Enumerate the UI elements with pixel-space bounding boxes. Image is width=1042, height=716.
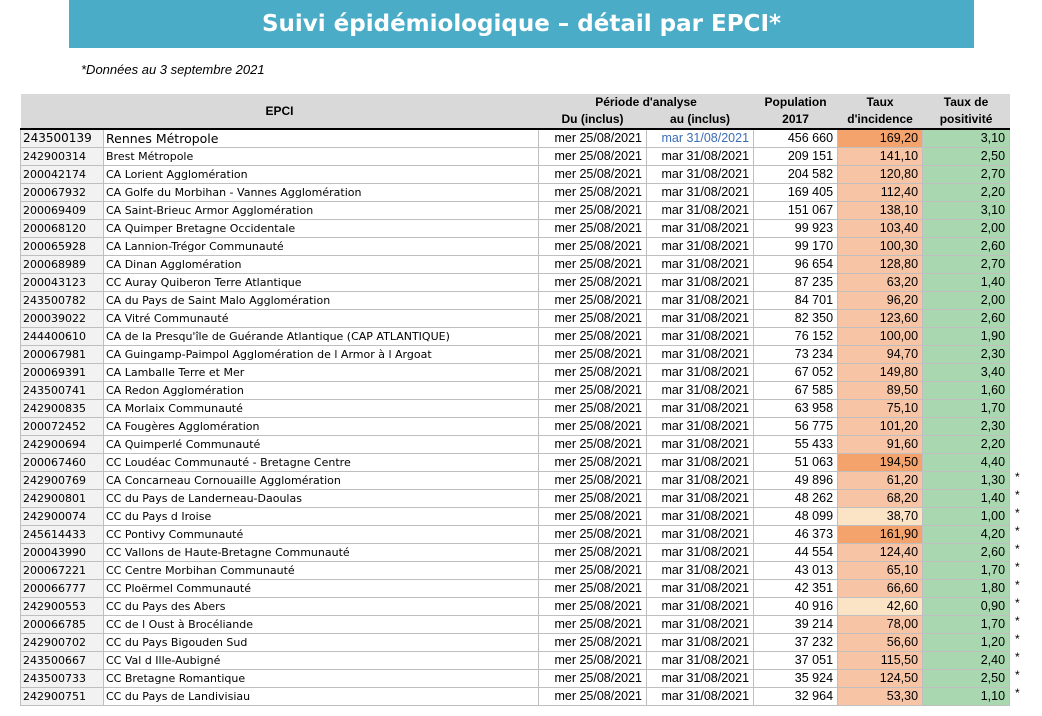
epci-name: CA Quimperlé Communauté (104, 436, 539, 454)
taux-incidence: 100,00 (838, 328, 923, 346)
epci-code: 242900074 (21, 508, 104, 526)
taux-positivite: 1,80 (923, 580, 1010, 598)
table-row (21, 544, 1010, 562)
date-du: mer 25/08/2021 (539, 129, 647, 148)
date-au: mar 31/08/2021 (647, 616, 754, 634)
table-row (21, 616, 1010, 634)
epci-name: CC Loudéac Communauté - Bretagne Centre (104, 454, 539, 472)
page-title: Suivi épidémiologique – détail par EPCI* (69, 0, 974, 48)
date-au: mar 31/08/2021 (647, 688, 754, 706)
table-row (21, 436, 1010, 454)
taux-positivite: 2,20 (923, 436, 1010, 454)
table-row (21, 382, 1010, 400)
date-au: mar 31/08/2021 (647, 526, 754, 544)
population: 44 554 (754, 544, 838, 562)
date-au: mar 31/08/2021 (647, 364, 754, 382)
header-incidence: Taux (838, 94, 923, 111)
taux-incidence: 38,70 (838, 508, 923, 526)
table-row (21, 310, 1010, 328)
taux-incidence: 124,50 (838, 670, 923, 688)
population: 169 405 (754, 184, 838, 202)
population: 46 373 (754, 526, 838, 544)
table-row (21, 166, 1010, 184)
taux-incidence: 115,50 (838, 652, 923, 670)
date-du: mer 25/08/2021 (539, 580, 647, 598)
taux-positivite: 1,10 (923, 688, 1010, 706)
table-row (21, 670, 1010, 688)
header-population-year: 2017 (754, 111, 838, 129)
taux-incidence: 169,20 (838, 129, 923, 148)
epci-code: 243500667 (21, 652, 104, 670)
table-row (21, 580, 1010, 598)
taux-incidence: 56,60 (838, 634, 923, 652)
epci-name: CA Lannion-Trégor Communauté (104, 238, 539, 256)
table-row (21, 472, 1010, 490)
epci-code: 242900553 (21, 598, 104, 616)
header-du: Du (inclus) (539, 111, 647, 129)
taux-incidence: 66,60 (838, 580, 923, 598)
date-du: mer 25/08/2021 (539, 670, 647, 688)
taux-incidence: 138,10 (838, 202, 923, 220)
population: 39 214 (754, 616, 838, 634)
row-footnote-marker: * (1015, 523, 1020, 538)
epci-name: CA Lamballe Terre et Mer (104, 364, 539, 382)
epci-name: CA Guingamp-Paimpol Agglomération de l Armor à l Argoat (104, 346, 539, 364)
epci-name: CC Centre Morbihan Communauté (104, 562, 539, 580)
epci-code: 200067221 (21, 562, 104, 580)
date-au: mar 31/08/2021 (647, 328, 754, 346)
epci-code: 200069409 (21, 202, 104, 220)
date-au: mar 31/08/2021 (647, 184, 754, 202)
taux-incidence: 161,90 (838, 526, 923, 544)
table-row (21, 274, 1010, 292)
epci-code: 242900694 (21, 436, 104, 454)
date-du: mer 25/08/2021 (539, 652, 647, 670)
epci-name: CA Redon Agglomération (104, 382, 539, 400)
date-au: mar 31/08/2021 (647, 256, 754, 274)
taux-positivite: 1,40 (923, 274, 1010, 292)
date-au: mar 31/08/2021 (647, 490, 754, 508)
epci-code: 200066777 (21, 580, 104, 598)
epci-code: 200072452 (21, 418, 104, 436)
taux-positivite: 2,30 (923, 346, 1010, 364)
population: 209 151 (754, 148, 838, 166)
epci-code: 243500741 (21, 382, 104, 400)
date-au: mar 31/08/2021 (647, 220, 754, 238)
taux-positivite: 2,50 (923, 670, 1010, 688)
population: 67 585 (754, 382, 838, 400)
row-footnote-marker: * (1015, 487, 1020, 502)
date-au: mar 31/08/2021 (647, 129, 754, 148)
date-du: mer 25/08/2021 (539, 634, 647, 652)
date-au: mar 31/08/2021 (647, 580, 754, 598)
date-du: mer 25/08/2021 (539, 616, 647, 634)
population: 82 350 (754, 310, 838, 328)
row-footnote-marker: * (1015, 649, 1020, 664)
taux-positivite: 4,20 (923, 526, 1010, 544)
taux-incidence: 53,30 (838, 688, 923, 706)
epci-code: 243500733 (21, 670, 104, 688)
date-du: mer 25/08/2021 (539, 418, 647, 436)
epci-code: 200067460 (21, 454, 104, 472)
epci-table (20, 94, 1010, 706)
population: 151 067 (754, 202, 838, 220)
table-row (21, 526, 1010, 544)
row-footnote-marker: * (1015, 667, 1020, 682)
taux-positivite: 2,40 (923, 652, 1010, 670)
date-du: mer 25/08/2021 (539, 526, 647, 544)
population: 67 052 (754, 364, 838, 382)
epci-name: CA du Pays de Saint Malo Agglomération (104, 292, 539, 310)
date-du: mer 25/08/2021 (539, 598, 647, 616)
epci-code: 200067981 (21, 346, 104, 364)
date-du: mer 25/08/2021 (539, 382, 647, 400)
taux-incidence: 194,50 (838, 454, 923, 472)
date-du: mer 25/08/2021 (539, 688, 647, 706)
date-au: mar 31/08/2021 (647, 652, 754, 670)
epci-name: CA Saint-Brieuc Armor Agglomération (104, 202, 539, 220)
population: 99 170 (754, 238, 838, 256)
header-incidence-sub: d'incidence (838, 111, 923, 129)
population: 49 896 (754, 472, 838, 490)
date-au: mar 31/08/2021 (647, 346, 754, 364)
taux-positivite: 2,70 (923, 166, 1010, 184)
population: 456 660 (754, 129, 838, 148)
population: 37 051 (754, 652, 838, 670)
taux-positivite: 2,60 (923, 310, 1010, 328)
taux-incidence: 75,10 (838, 400, 923, 418)
date-du: mer 25/08/2021 (539, 202, 647, 220)
taux-incidence: 103,40 (838, 220, 923, 238)
table-row (21, 148, 1010, 166)
header-epci: EPCI (21, 94, 539, 129)
epci-code: 200065928 (21, 238, 104, 256)
taux-positivite: 2,20 (923, 184, 1010, 202)
taux-positivite: 3,10 (923, 129, 1010, 148)
population: 63 958 (754, 400, 838, 418)
date-du: mer 25/08/2021 (539, 544, 647, 562)
epci-name: CC du Pays de Landerneau-Daoulas (104, 490, 539, 508)
taux-incidence: 100,30 (838, 238, 923, 256)
population: 37 232 (754, 634, 838, 652)
table-row (21, 256, 1010, 274)
epci-code: 200069391 (21, 364, 104, 382)
date-au: mar 31/08/2021 (647, 310, 754, 328)
table-row (21, 184, 1010, 202)
header-positivite-sub: positivité (923, 111, 1010, 129)
table-row (21, 129, 1010, 148)
date-du: mer 25/08/2021 (539, 184, 647, 202)
table-row (21, 652, 1010, 670)
population: 96 654 (754, 256, 838, 274)
taux-positivite: 1,90 (923, 328, 1010, 346)
population: 87 235 (754, 274, 838, 292)
date-du: mer 25/08/2021 (539, 274, 647, 292)
taux-positivite: 1,00 (923, 508, 1010, 526)
table-row (21, 562, 1010, 580)
population: 73 234 (754, 346, 838, 364)
table-row (21, 292, 1010, 310)
population: 32 964 (754, 688, 838, 706)
epci-name: CA Vitré Communauté (104, 310, 539, 328)
date-du: mer 25/08/2021 (539, 148, 647, 166)
population: 204 582 (754, 166, 838, 184)
epci-name: CA de la Presqu'île de Guérande Atlantique (CAP ATLANTIQUE) (104, 328, 539, 346)
date-au: mar 31/08/2021 (647, 418, 754, 436)
taux-positivite: 3,10 (923, 202, 1010, 220)
epci-name: CA Dinan Agglomération (104, 256, 539, 274)
epci-code: 200067932 (21, 184, 104, 202)
epci-name: CC Pontivy Communauté (104, 526, 539, 544)
date-au: mar 31/08/2021 (647, 202, 754, 220)
date-du: mer 25/08/2021 (539, 238, 647, 256)
date-au: mar 31/08/2021 (647, 274, 754, 292)
epci-name: CC Auray Quiberon Terre Atlantique (104, 274, 539, 292)
date-au: mar 31/08/2021 (647, 436, 754, 454)
taux-positivite: 1,20 (923, 634, 1010, 652)
taux-incidence: 94,70 (838, 346, 923, 364)
date-au: mar 31/08/2021 (647, 400, 754, 418)
taux-positivite: 2,30 (923, 418, 1010, 436)
taux-positivite: 1,70 (923, 616, 1010, 634)
taux-incidence: 65,10 (838, 562, 923, 580)
epci-name: CC du Pays Bigouden Sud (104, 634, 539, 652)
table-row (21, 508, 1010, 526)
epci-code: 242900801 (21, 490, 104, 508)
table-row (21, 220, 1010, 238)
taux-incidence: 61,20 (838, 472, 923, 490)
date-du: mer 25/08/2021 (539, 436, 647, 454)
taux-positivite: 2,00 (923, 220, 1010, 238)
population: 40 916 (754, 598, 838, 616)
epci-code: 200043123 (21, 274, 104, 292)
row-footnote-marker: * (1015, 685, 1020, 700)
population: 48 262 (754, 490, 838, 508)
epci-code: 242900835 (21, 400, 104, 418)
date-du: mer 25/08/2021 (539, 220, 647, 238)
epci-name: CC de l Oust à Brocéliande (104, 616, 539, 634)
epci-name: CA Lorient Agglomération (104, 166, 539, 184)
epci-code: 200039022 (21, 310, 104, 328)
table-row (21, 688, 1010, 706)
date-du: mer 25/08/2021 (539, 310, 647, 328)
date-du: mer 25/08/2021 (539, 562, 647, 580)
population: 43 013 (754, 562, 838, 580)
taux-incidence: 112,40 (838, 184, 923, 202)
taux-incidence: 42,60 (838, 598, 923, 616)
header-periode: Période d'analyse (539, 94, 754, 111)
table-row (21, 328, 1010, 346)
date-du: mer 25/08/2021 (539, 346, 647, 364)
date-au: mar 31/08/2021 (647, 562, 754, 580)
taux-incidence: 141,10 (838, 148, 923, 166)
taux-incidence: 124,40 (838, 544, 923, 562)
row-footnote-marker: * (1015, 631, 1020, 646)
date-du: mer 25/08/2021 (539, 490, 647, 508)
row-footnote-marker: * (1015, 469, 1020, 484)
epci-code: 242900751 (21, 688, 104, 706)
epci-name: CA Quimper Bretagne Occidentale (104, 220, 539, 238)
population: 35 924 (754, 670, 838, 688)
epci-code: 200066785 (21, 616, 104, 634)
header-au: au (inclus) (647, 111, 754, 129)
taux-incidence: 101,20 (838, 418, 923, 436)
epci-name: Brest Métropole (104, 148, 539, 166)
date-du: mer 25/08/2021 (539, 508, 647, 526)
epci-name: CA Concarneau Cornouaille Agglomération (104, 472, 539, 490)
epci-code: 242900702 (21, 634, 104, 652)
epci-code: 245614433 (21, 526, 104, 544)
header-population: Population (754, 94, 838, 111)
date-au: mar 31/08/2021 (647, 508, 754, 526)
taux-positivite: 2,00 (923, 292, 1010, 310)
date-au: mar 31/08/2021 (647, 292, 754, 310)
epci-name: CC Bretagne Romantique (104, 670, 539, 688)
epci-name: CC Val d Ille-Aubigné (104, 652, 539, 670)
epci-name: CC du Pays des Abers (104, 598, 539, 616)
taux-positivite: 1,60 (923, 382, 1010, 400)
date-du: mer 25/08/2021 (539, 454, 647, 472)
taux-positivite: 1,70 (923, 562, 1010, 580)
date-au: mar 31/08/2021 (647, 472, 754, 490)
epci-code: 243500139 (21, 129, 104, 148)
population: 48 099 (754, 508, 838, 526)
population: 55 433 (754, 436, 838, 454)
epci-code: 200042174 (21, 166, 104, 184)
table-row (21, 238, 1010, 256)
table-row (21, 454, 1010, 472)
table-row (21, 490, 1010, 508)
taux-incidence: 78,00 (838, 616, 923, 634)
population: 99 923 (754, 220, 838, 238)
date-du: mer 25/08/2021 (539, 400, 647, 418)
date-au: mar 31/08/2021 (647, 454, 754, 472)
row-footnote-marker: * (1015, 577, 1020, 592)
taux-incidence: 68,20 (838, 490, 923, 508)
taux-positivite: 3,40 (923, 364, 1010, 382)
taux-positivite: 0,90 (923, 598, 1010, 616)
date-du: mer 25/08/2021 (539, 328, 647, 346)
epci-code: 243500782 (21, 292, 104, 310)
taux-positivite: 1,30 (923, 472, 1010, 490)
date-du: mer 25/08/2021 (539, 166, 647, 184)
row-footnote-marker: * (1015, 559, 1020, 574)
data-date-note: *Données au 3 septembre 2021 (81, 62, 265, 77)
row-footnote-marker: * (1015, 541, 1020, 556)
table-row (21, 418, 1010, 436)
row-footnote-marker: * (1015, 613, 1020, 628)
date-au: mar 31/08/2021 (647, 148, 754, 166)
taux-incidence: 128,80 (838, 256, 923, 274)
date-au: mar 31/08/2021 (647, 544, 754, 562)
date-au: mar 31/08/2021 (647, 238, 754, 256)
row-footnote-marker: * (1015, 595, 1020, 610)
date-du: mer 25/08/2021 (539, 364, 647, 382)
population: 42 351 (754, 580, 838, 598)
table-row (21, 346, 1010, 364)
taux-incidence: 89,50 (838, 382, 923, 400)
date-au: mar 31/08/2021 (647, 382, 754, 400)
taux-positivite: 2,60 (923, 238, 1010, 256)
table-row (21, 202, 1010, 220)
epci-code: 242900314 (21, 148, 104, 166)
epci-code: 242900769 (21, 472, 104, 490)
taux-incidence: 63,20 (838, 274, 923, 292)
epci-name: CA Fougères Agglomération (104, 418, 539, 436)
header-positivite: Taux de (923, 94, 1010, 111)
date-au: mar 31/08/2021 (647, 634, 754, 652)
date-du: mer 25/08/2021 (539, 256, 647, 274)
epci-name: CC Vallons de Haute-Bretagne Communauté (104, 544, 539, 562)
taux-positivite: 2,70 (923, 256, 1010, 274)
epci-name: CC Ploërmel Communauté (104, 580, 539, 598)
epci-code: 200043990 (21, 544, 104, 562)
taux-positivite: 4,40 (923, 454, 1010, 472)
date-au: mar 31/08/2021 (647, 166, 754, 184)
table-row (21, 400, 1010, 418)
table-row (21, 598, 1010, 616)
epci-name: Rennes Métropole (104, 129, 539, 148)
date-au: mar 31/08/2021 (647, 670, 754, 688)
taux-positivite: 2,60 (923, 544, 1010, 562)
row-footnote-marker: * (1015, 505, 1020, 520)
population: 51 063 (754, 454, 838, 472)
taux-incidence: 120,80 (838, 166, 923, 184)
taux-incidence: 96,20 (838, 292, 923, 310)
taux-positivite: 2,50 (923, 148, 1010, 166)
epci-name: CA Golfe du Morbihan - Vannes Agglomération (104, 184, 539, 202)
epci-code: 200068989 (21, 256, 104, 274)
taux-incidence: 123,60 (838, 310, 923, 328)
table-row (21, 634, 1010, 652)
taux-incidence: 149,80 (838, 364, 923, 382)
taux-incidence: 91,60 (838, 436, 923, 454)
population: 56 775 (754, 418, 838, 436)
epci-name: CA Morlaix Communauté (104, 400, 539, 418)
epci-name: CC du Pays d Iroise (104, 508, 539, 526)
taux-positivite: 1,40 (923, 490, 1010, 508)
table-row (21, 364, 1010, 382)
date-au: mar 31/08/2021 (647, 598, 754, 616)
epci-name: CC du Pays de Landivisiau (104, 688, 539, 706)
date-du: mer 25/08/2021 (539, 292, 647, 310)
population: 76 152 (754, 328, 838, 346)
epci-code: 244400610 (21, 328, 104, 346)
population: 84 701 (754, 292, 838, 310)
epci-code: 200068120 (21, 220, 104, 238)
taux-positivite: 1,70 (923, 400, 1010, 418)
date-du: mer 25/08/2021 (539, 472, 647, 490)
